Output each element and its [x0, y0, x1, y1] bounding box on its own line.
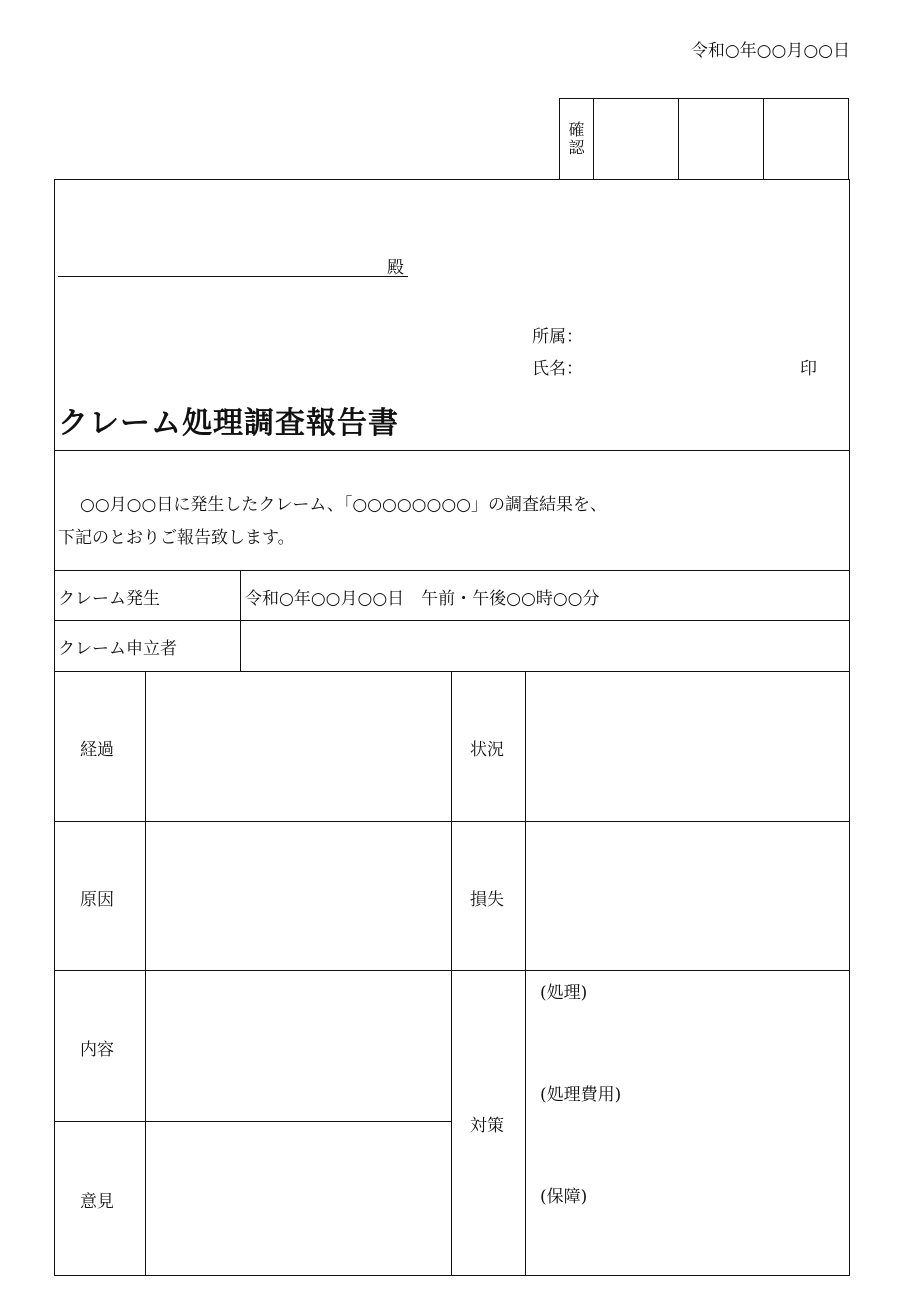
affiliation-label: 所属： — [532, 327, 583, 347]
progress-label: 経過 — [80, 740, 114, 760]
countermeasure-label: 対策 — [470, 1116, 504, 1136]
divider — [54, 450, 850, 451]
countermeasure-guarantee[interactable]: (保障) — [540, 1187, 588, 1207]
intro-line2: 下記のとおりご報告致します。 — [58, 528, 295, 548]
opinion-label: 意見 — [80, 1192, 114, 1212]
confirmation-stamp-cell[interactable] — [764, 99, 848, 179]
seal-mark: 印 — [800, 359, 817, 379]
cause-label: 原因 — [80, 890, 114, 910]
confirmation-stamp-cell[interactable] — [594, 99, 679, 179]
confirmation-stamp-box — [559, 98, 849, 180]
countermeasure-handling-cost[interactable]: (処理費用) — [540, 1085, 622, 1105]
addressee-field[interactable] — [58, 276, 408, 277]
confirmation-label-line1: 確 — [568, 120, 585, 139]
intro-line1: ○○月○○日に発生したクレーム、「○○○○○○○○」の調査結果を、 — [80, 495, 608, 515]
claimant-label: クレーム申立者 — [58, 639, 177, 659]
progress-field[interactable] — [147, 673, 450, 820]
loss-label: 損失 — [470, 890, 504, 910]
claim-occurrence-label: クレーム発生 — [58, 589, 160, 609]
situation-label: 状況 — [470, 740, 504, 760]
name-label: 氏名： — [532, 359, 583, 379]
cause-field[interactable] — [147, 823, 450, 969]
divider — [54, 671, 850, 672]
divider — [54, 970, 850, 971]
divider — [145, 671, 146, 1276]
divider — [54, 1121, 452, 1122]
claimant-value[interactable] — [245, 634, 845, 658]
claim-occurrence-value[interactable]: 令和○年○○月○○日 午前・午後○○時○○分 — [245, 589, 600, 609]
report-date: 令和○年○○月○○日 — [690, 41, 850, 61]
content-label: 内容 — [80, 1040, 114, 1060]
document-title: クレーム処理調査報告書 — [58, 406, 399, 441]
confirmation-label-line2: 認 — [568, 138, 585, 157]
situation-field[interactable] — [527, 673, 848, 820]
confirmation-stamp-cell[interactable] — [679, 99, 764, 179]
divider — [451, 671, 452, 1276]
divider — [54, 570, 850, 571]
confirmation-label — [560, 99, 594, 179]
content-field[interactable] — [147, 972, 450, 1120]
divider — [240, 570, 241, 671]
loss-field[interactable] — [527, 823, 848, 969]
divider — [54, 620, 850, 621]
opinion-field[interactable] — [147, 1123, 450, 1274]
divider — [525, 671, 526, 1276]
intro-text — [58, 489, 607, 555]
addressee-suffix: 殿 — [387, 258, 404, 278]
countermeasure-handling[interactable]: (処理) — [540, 983, 588, 1003]
divider — [54, 821, 850, 822]
